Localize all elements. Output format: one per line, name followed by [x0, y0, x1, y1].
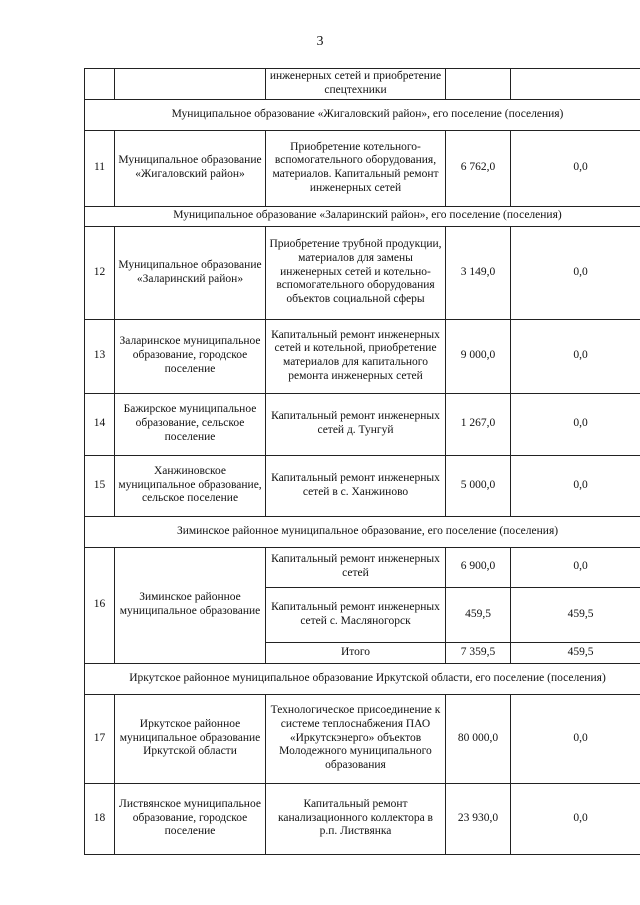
table-row: [85, 226, 640, 319]
work-cell: Капитальный ремонт инженерных сетей с. Масляногорск: [266, 587, 446, 642]
page-number: 3: [316, 34, 324, 49]
municipality-cell: Ханжиновское муниципальное образование, сельское поселение: [115, 455, 266, 516]
work-cell: Приобретение котельного-вспомогательного оборудования, материалов. Капитальный ремонт инженерных сетей: [266, 130, 446, 206]
row-number: 15: [85, 455, 115, 516]
row-number: 11: [85, 130, 115, 206]
table-row: [85, 783, 640, 854]
amount2-cell: 0,0: [511, 455, 640, 516]
table-row: [85, 455, 640, 516]
municipality-cell: Иркутское районное муниципальное образование Иркутской области: [115, 694, 266, 783]
amount-cell: 80 000,0: [446, 694, 511, 783]
work-cell: Капитальный ремонт инженерных сетей в с. Ханжиново: [266, 455, 446, 516]
row-number: [85, 69, 115, 100]
municipality-cell: [115, 69, 266, 100]
work-cell: Капитальный ремонт инженерных сетей: [266, 547, 446, 587]
table-row: [85, 694, 640, 783]
work-cell: Капитальный ремонт инженерных сетей и котельной, приобретение материалов для капитального ремонта инженерных сетей: [266, 319, 446, 393]
municipality-cell: Бажирское муниципальное образование, сельское поселение: [115, 393, 266, 455]
section-title: Муниципальное образование «Заларинский район», его поселение (поселения): [85, 206, 640, 226]
table-row: [85, 130, 640, 206]
total-label: Итого: [266, 642, 446, 663]
table-row: [85, 547, 640, 587]
municipality-cell: Муниципальное образование «Заларинский район»: [115, 226, 266, 319]
amount-cell: 6 762,0: [446, 130, 511, 206]
table-row: [85, 69, 640, 100]
amount-cell: 459,5: [446, 587, 511, 642]
amount2-cell: 0,0: [511, 226, 640, 319]
row-number: 14: [85, 393, 115, 455]
work-cell: Технологическое присоединение к системе теплоснабжения ПАО «Иркутскэнерго» объектов Молодежного муниципального образования: [266, 694, 446, 783]
amount-cell: 9 000,0: [446, 319, 511, 393]
section-row: [85, 99, 640, 130]
row-number: 13: [85, 319, 115, 393]
total-amount2: 459,5: [511, 642, 640, 663]
amount2-cell: 0,0: [511, 547, 640, 587]
amount2-cell: [511, 69, 640, 100]
amount2-cell: 0,0: [511, 393, 640, 455]
total-amount: 7 359,5: [446, 642, 511, 663]
section-title: Зиминское районное муниципальное образование, его поселение (поселения): [85, 516, 640, 547]
row-number: 12: [85, 226, 115, 319]
row-number: 17: [85, 694, 115, 783]
work-cell: Приобретение трубной продукции, материалов для замены инженерных сетей и котельно-вспомогательного оборудования объектов социальной сферы: [266, 226, 446, 319]
amount2-cell: 0,0: [511, 783, 640, 854]
amount2-cell: 459,5: [511, 587, 640, 642]
section-row: [85, 206, 640, 226]
amount-cell: 3 149,0: [446, 226, 511, 319]
amount-cell: 1 267,0: [446, 393, 511, 455]
municipality-cell: Зиминское районное муниципальное образование: [115, 547, 266, 663]
section-title: Муниципальное образование «Жигаловский район», его поселение (поселения): [85, 99, 640, 130]
amount-cell: 5 000,0: [446, 455, 511, 516]
table-row: [85, 393, 640, 455]
row-number: 16: [85, 547, 115, 663]
amount-cell: 23 930,0: [446, 783, 511, 854]
table-row: [85, 319, 640, 393]
amount2-cell: 0,0: [511, 130, 640, 206]
amount-cell: [446, 69, 511, 100]
municipality-cell: Муниципальное образование «Жигаловский район»: [115, 130, 266, 206]
municipality-cell: Листвянское муниципальное образование, городское поселение: [115, 783, 266, 854]
section-row: [85, 663, 640, 694]
amount-cell: 6 900,0: [446, 547, 511, 587]
work-cell: Капитальный ремонт канализационного коллектора в р.п. Листвянка: [266, 783, 446, 854]
work-cell: инженерных сетей и приобретение спецтехники: [266, 69, 446, 100]
section-row: [85, 516, 640, 547]
municipality-cell: Заларинское муниципальное образование, городское поселение: [115, 319, 266, 393]
work-cell: Капитальный ремонт инженерных сетей д. Тунгуй: [266, 393, 446, 455]
row-number: 18: [85, 783, 115, 854]
amount2-cell: 0,0: [511, 694, 640, 783]
funding-table: [84, 68, 640, 855]
amount2-cell: 0,0: [511, 319, 640, 393]
section-title: Иркутское районное муниципальное образование Иркутской области, его поселение (поселения): [85, 663, 640, 694]
